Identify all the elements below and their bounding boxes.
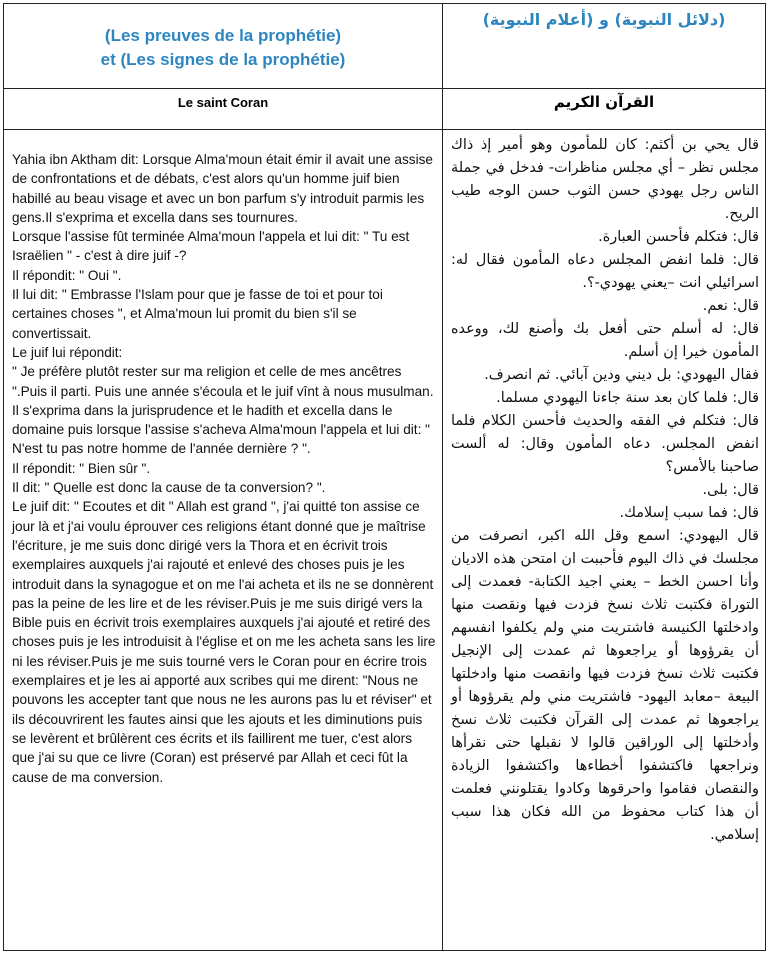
french-paragraph: " Je préfère plutôt rester sur ma religion et celle de mes ancêtres ".Puis il parti. Puis une année s'écoula et le juif vînt à nous musulman. (12, 364, 434, 399)
arabic-paragraph: قال اليهودي: اسمع وقل الله اكبر، انصرفت من مجلسك في ذاك اليوم فأحببت ان امتحن هذه الاديان وأنا احسن الخط – يعني اجيد الكتابة- فعمدت إلى التوراة فكتبت ثلاث نسخ فزدت فيها ونقصت منها وادخلتها الكنيسة فاشتريت مني ولم يكلفوا انفسهم أن يقرؤوها أو يراجعوها ثم عمدت إلى الإنجيل فكتبت ثلاث نسخ فزدت فيها وانقصت منها وادخلتها البيعة –معابد اليهود- فاشتريت مني ولم يقرؤوها أو يراجعوها ثم عمدت إلى القرآن فكتبت ثلاث نسخ وأدخلتها إلى الوراقين قالوا لا نقبلها حتى نقرأها ونراجعها فاكتشفوا أخطاءها واكتشفوا الزيادة والنقصان فقاموا واحرقوها وكادوا يقتلونني فعلمت أن هذا كتاب محفوظ من الله فكان هذا سبب إسلامي. (451, 528, 759, 843)
header-arabic: القرآن الكريم (553, 93, 655, 111)
arabic-paragraph: قال: فلما انفض المجلس دعاه المأمون فقال له: اسرائيلي انت –يعني يهودي-؟. (451, 252, 759, 291)
title-row (4, 4, 766, 89)
bilingual-table (3, 3, 766, 951)
french-paragraph: Il s'exprima dans la jurisprudence et le hadith et excella dans le domaine puis lorsque l'assise s'acheva Alma'moun l'appela et lui dit: " N'est tu pas notre homme de l'année dernière ? ". (12, 402, 430, 457)
french-paragraph: Lorsque l'assise fût terminée Alma'moun l'appela et lui dit: " Tu est Israëlien " - c'est à dire juif -? (12, 229, 410, 264)
french-paragraph: Il répondit: " Bien sûr ". (12, 460, 151, 476)
header-row (4, 89, 766, 130)
body-cell-arabic (443, 130, 766, 951)
french-paragraph: Le juif dit: " Ecoutes et dit " Allah est grand ", j'ai quitté ton assise ce jour là et j'ai voulu éprouver ces religions étant donné que je maîtrise l'écriture, je me suis donc dirigé vers la Thora et en écrivit trois exemplaires auxquels j'ai rajouté et enlevé des choses puis je les introduit dans la synagogue et on me l'ai acheta et ils ne se donnèrent pas la peine de les lire et de les réviser.Puis je me suis dirigé vers la Bible puis en écrivit trois exemplaires auxquels j'ai ajouté et retiré des choses puis je les introduisit à l'église et on me les acheta sans les lire ni les réviser.Puis je me suis tourné vers le Coran pour en écrire trois exemplaires et je les ai apporté aux scribes qui me dirent: "Nous ne pouvons les accepter tant que nous ne les aurons pas lu et réviser" et ils découvrirent les fautes ainsi que les ajouts et les diminutions puis se levèrent et brûlèrent ces écrits et ils faillirent me tuer, c'est alors que j'ai su que ce livre (Coran) est préservé par Allah et ceci fût la cause de ma conversion. (12, 499, 436, 785)
arabic-paragraph: قال: فلما كان بعد سنة جاءنا اليهودي مسلما. (496, 390, 759, 406)
arabic-paragraph: قال: فما سبب إسلامك. (619, 505, 759, 521)
arabic-paragraph: فقال اليهودي: بل ديني ودين آبائي. ثم انصرف. (484, 367, 759, 383)
french-paragraph: Il dit: " Quelle est donc la cause de ta conversion? ". (12, 480, 326, 496)
title-cell-french (4, 4, 443, 89)
arabic-paragraph: قال يحي بن أكثم: كان للمأمون وهو أمير إذ ذاك مجلس نظر – أي مجلس مناظرات- فدخل في جملة الناس رجل يهودي حسن الثوب حسن الوجه طيب الريح. (451, 137, 759, 222)
arabic-paragraph: قال: بلى. (702, 482, 759, 498)
header-french: Le saint Coran (177, 95, 269, 110)
title-french-line-1: (Les preuves de la prophétie) (104, 26, 342, 45)
body-cell-french (4, 130, 443, 951)
body-row (4, 130, 766, 951)
french-paragraph: Yahia ibn Aktham dit: Lorsque Alma'moun était émir il avait une assise de confrontations et de débats, c'est alors qu'un homme juif bien habillé au beau visage et avec un bon parfum s'y introduit parmis les gens.Il s'exprima et excella dans ses tournures. (12, 152, 433, 225)
title-french-line-2: et (Les signes de la prophétie) (100, 50, 346, 69)
arabic-paragraph: قال: فتكلم فأحسن العبارة. (598, 229, 759, 245)
header-cell-arabic (443, 89, 766, 130)
header-cell-french (4, 89, 443, 130)
arabic-paragraph: قال: نعم. (702, 298, 759, 314)
french-paragraph: Le juif lui répondit: (12, 344, 123, 360)
french-paragraph: Il lui dit: " Embrasse l'Islam pour que je fasse de toi et pour toi certaines choses ", et Alma'moun lui promit du bien s'il se convertissait. (12, 287, 383, 341)
title-arabic: (دلائل النبوية) و (أعلام النبوية) (482, 10, 726, 29)
arabic-paragraph: قال: فتكلم في الفقه والحديث فأحسن الكلام فلما انفض المجلس. دعاه المأمون وقال: له ألست صاحبنا بالأمس؟ (451, 413, 759, 475)
title-cell-arabic (443, 4, 766, 89)
french-paragraph: Il répondit: " Oui ". (12, 267, 122, 283)
arabic-paragraph: قال: له أسلم حتى أفعل بك وأصنع لك، ووعده المأمون خيرا إن أسلم. (451, 321, 759, 360)
